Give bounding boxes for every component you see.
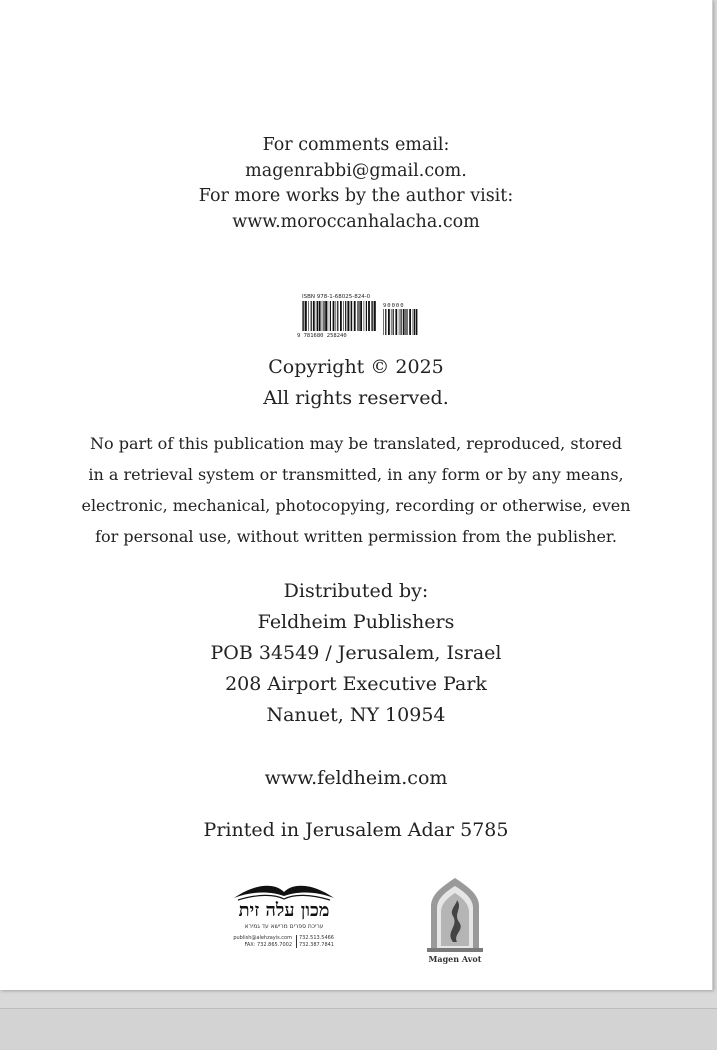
aleh-zayis-logo — [218, 880, 350, 956]
magen-avot-logo — [423, 876, 487, 966]
notice-line: electronic, mechanical, photocopying, recording or otherwise, even — [81, 496, 631, 515]
logo-hebrew-subtitle: עריכת ספרים מרישא עד גמירא — [244, 923, 324, 930]
author-website: www.moroccanhalacha.com — [232, 211, 480, 232]
author-email: magenrabbi@gmail.com. — [245, 160, 467, 181]
distributed-by-label: Distributed by: — [283, 580, 429, 602]
addon-digits: 90000 — [383, 303, 405, 309]
logo-fax: FAX: 732.865.7002 — [244, 941, 292, 948]
copyright-line: Copyright © 2025 — [268, 356, 444, 378]
barcode-addon-bars — [383, 309, 417, 335]
comments-label: For comments email: — [262, 135, 450, 155]
distributor-block — [0, 576, 712, 731]
notice-line: No part of this publication may be translated, reproduced, stored — [90, 434, 622, 453]
distributor-address: 208 Airport Executive Park — [225, 673, 487, 695]
arch-emblem-icon — [423, 876, 487, 954]
barcode-bars — [302, 301, 376, 331]
isbn-barcode — [296, 291, 422, 339]
desk-background — [0, 1008, 717, 1050]
printed-line: Printed in Jerusalem Adar 5785 — [203, 819, 509, 841]
notice-line: in a retrieval system or transmitted, in any form or by any means, — [88, 465, 624, 484]
contact-block — [0, 133, 712, 235]
logo-phone: 732.513.5466 — [299, 935, 334, 941]
notice-line: for personal use, without written permission from the publisher. — [95, 527, 617, 546]
distributor-name: Feldheim Publishers — [257, 611, 455, 633]
publisher-website: www.feldheim.com — [264, 767, 448, 789]
open-book-icon — [218, 880, 350, 902]
distributor-address: POB 34549 / Jerusalem, Israel — [210, 642, 502, 664]
legal-notice — [0, 428, 712, 552]
barcode-digits: 9 781680 258240 — [297, 333, 347, 339]
magen-avot-label: Magen Avot — [428, 954, 482, 964]
logo-hebrew-title: מכון עלה זית — [238, 900, 330, 921]
rights-line: All rights reserved. — [263, 387, 449, 409]
isbn-label: ISBN 978-1-68025-824-0 — [302, 294, 371, 300]
copyright-block — [0, 352, 712, 414]
distributor-address: Nanuet, NY 10954 — [266, 704, 446, 726]
logo-phone: 732.387.7841 — [299, 941, 334, 948]
logo-email: publish@alehzayis.com — [233, 935, 292, 941]
more-works-label: For more works by the author visit: — [198, 186, 514, 206]
